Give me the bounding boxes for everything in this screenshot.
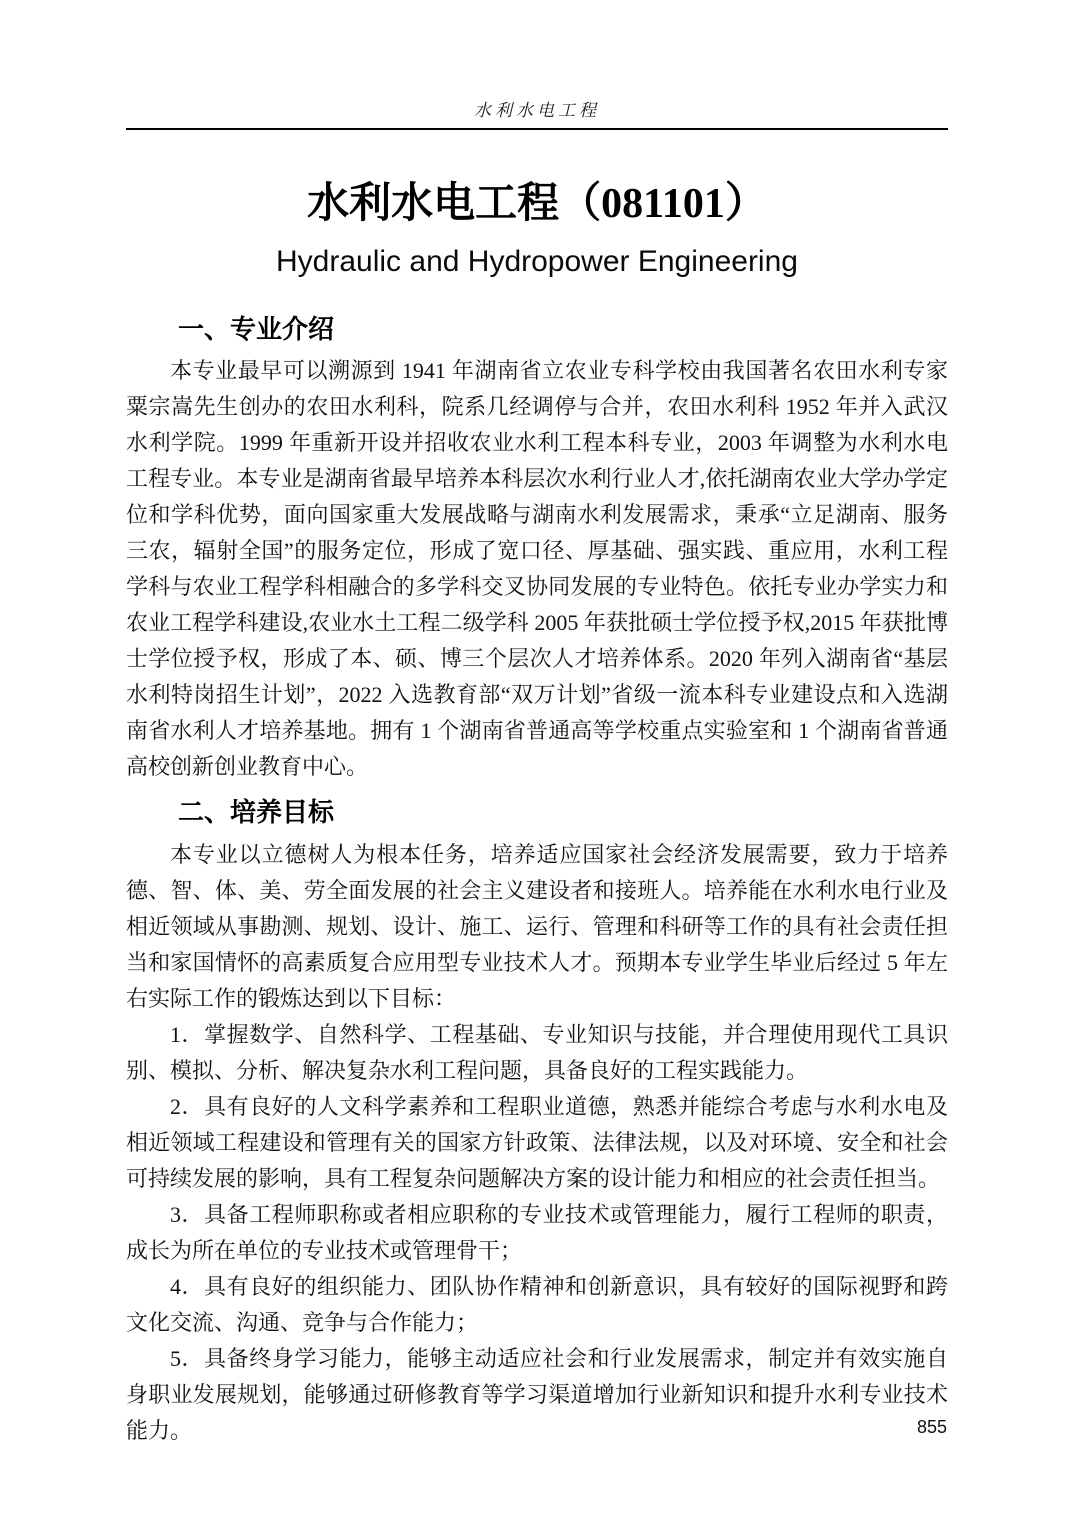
objective-item-4: 4．具有良好的组织能力、团队协作精神和创新意识，具有较好的国际视野和跨文化交流、沟通、竞争与合作能力； (126, 1273, 948, 1335)
page-title: 水利水电工程（081101） (307, 181, 767, 227)
section-heading-introduction: 一、专业介绍 (178, 314, 335, 345)
page-number: 855 (916, 1417, 947, 1437)
objectives-intro-paragraph: 本专业以立德树人为根本任务，培养适应国家社会经济发展需要，致力于培养德、智、体、美、劳全面发展的社会主义建设者和接班人。培养能在水利水电行业及相近领域从事勘测、规划、设计、施工、运行、管理和科研等工作的具有社会责任担当和家国情怀的高素质复合应用型专业技术人才。预期本专业学生毕业后经过 5 年左右实际工作的锻炼达到以下目标： (126, 841, 948, 1011)
objective-item-3: 3．具备工程师职称或者相应职称的专业技术或管理能力，履行工程师的职责，成长为所在单位的专业技术或管理骨干； (126, 1201, 948, 1263)
running-header (126, 0, 948, 130)
section-body-objectives (126, 837, 948, 1449)
section-body-introduction (126, 353, 948, 785)
objective-item-5: 5．具备终身学习能力，能够主动适应社会和行业发展需求，制定并有效实施自身职业发展规划，能够通过研修教育等学习渠道增加行业新知识和提升水利专业技术能力。 (126, 1345, 948, 1443)
objective-item-1: 1．掌握数学、自然科学、工程基础、专业知识与技能，并合理使用现代工具识别、模拟、分析、解决复杂水利工程问题，具备良好的工程实践能力。 (126, 1021, 948, 1083)
running-header-text: 水利水电工程 (474, 101, 600, 120)
section-heading-objectives: 二、培养目标 (178, 797, 335, 828)
objective-item-2: 2．具有良好的人文科学素养和工程职业道德，熟悉并能综合考虑与水利水电及相近领域工程建设和管理有关的国家方针政策、法律法规，以及对环境、安全和社会可持续发展的影响，具有工程复杂问题解决方案的设计能力和相应的社会责任担当。 (126, 1093, 948, 1191)
page-subtitle: Hydraulic and Hydropower Engineering (276, 245, 798, 279)
introduction-paragraph: 本专业最早可以溯源到 1941 年湖南省立农业专科学校由我国著名农田水利专家粟宗嵩先生创办的农田水利科，院系几经调停与合并，农田水利科 1952 年并入武汉水利学院。1999 年重新开设并招收农业水利工程本科专业，2003 年调整为水利水电工程专业。本专业是湖南省最早培养本科层次水利行业人才,依托湖南农业大学办学定位和学科优势，面向国家重大发展战略与湖南水利发展需求，秉承“立足湖南、服务三农，辐射全国”的服务定位，形成了宽口径、厚基础、强实践、重应用，水利工程学科与农业工程学科相融合的多学科交叉协同发展的专业特色。依托专业办学实力和农业工程学科建设,农业水土工程二级学科 2005 年获批硕士学位授予权,2015 年获批博士学位授予权，形成了本、硕、博三个层次人才培养体系。2020 年列入湖南省“基层水利特岗招生计划”，2022 入选教育部“双万计划”省级一流本科专业建设点和入选湖南省水利人才培养基地。拥有 1 个湖南省普通高等学校重点实验室和 1 个湖南省普通高校创新创业教育中心。 (126, 358, 948, 780)
